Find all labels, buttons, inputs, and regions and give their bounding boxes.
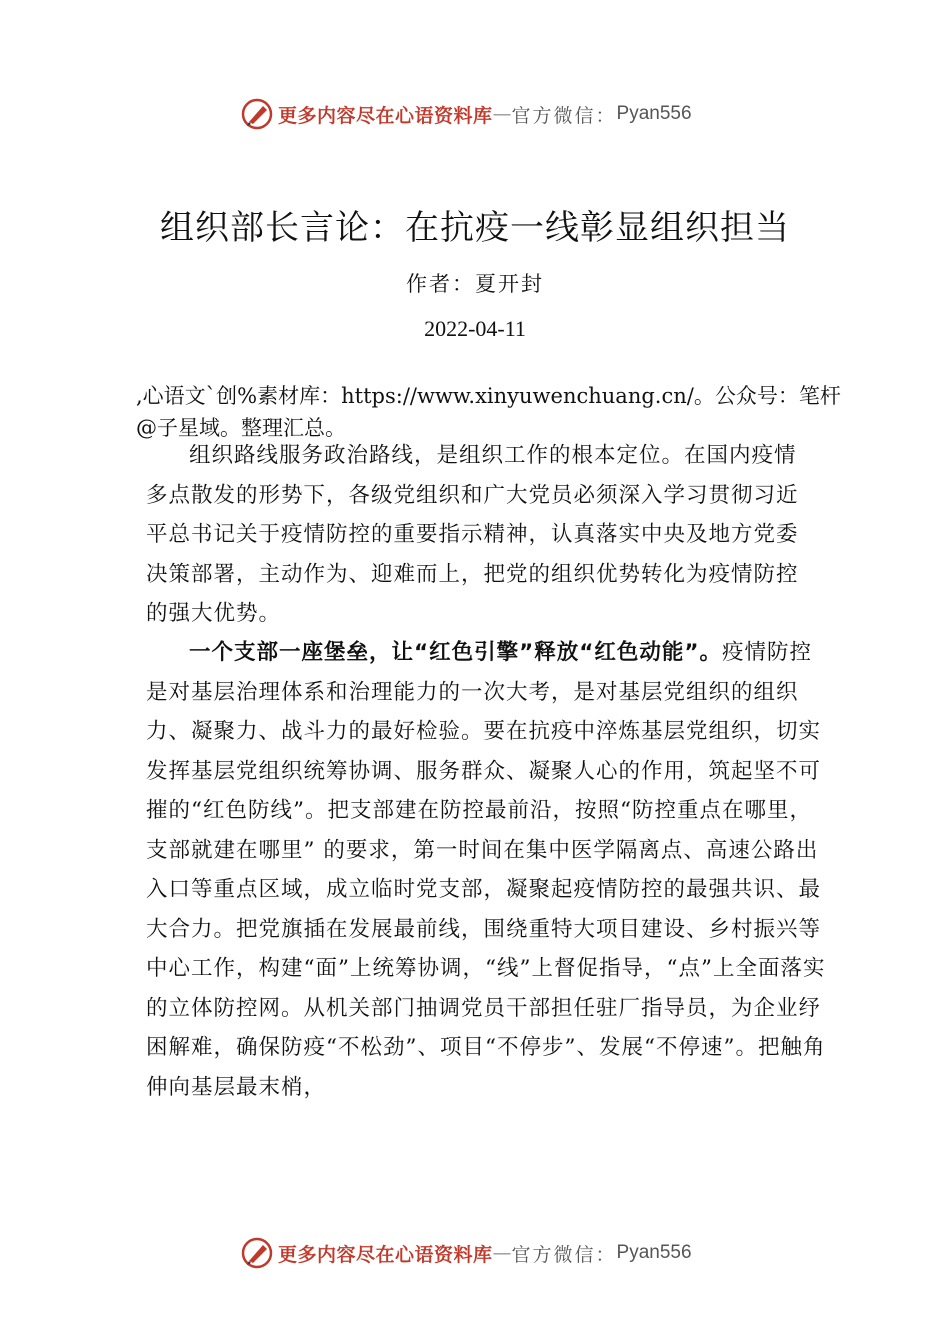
source-note: ,心语文`创%素材库：https://www.xinyuwenchuang.cn/。公众号：笔杆@子星域。整理汇总。 — [136, 384, 841, 440]
banner-wechat-label: 官方微信： — [511, 104, 617, 127]
bottom-banner — [0, 1231, 950, 1275]
pen-logo-icon — [240, 1236, 274, 1270]
document-author: 作者：夏开封 — [406, 272, 544, 296]
pen-logo-icon — [240, 97, 274, 131]
paragraph-1: 组织路线服务政治路线，是组织工作的根本定位。在国内疫情多点散发的形势下，各级党组织和广大党员必须深入学习贯彻习近平总书记关于疫情防控的重要指示精神，认真落实中央及地方党委决策部署，主动作为、迎难而上，把党的组织优势转化为疫情防控的强大优势。 — [146, 443, 799, 626]
banner-brand-text: 更多内容尽在心语资料库 — [278, 104, 493, 127]
paragraph-2 — [146, 633, 826, 1107]
banner-wechat-label: 官方微信： — [511, 1243, 617, 1266]
top-banner — [0, 92, 950, 136]
banner-separator: — — [492, 103, 512, 125]
banner-separator: — — [492, 1242, 512, 1264]
paragraph-2-lead: 一个支部一座堡垒，让“红色引擎”释放“红色动能”。 — [189, 640, 723, 665]
document-title: 组织部长言论：在抗疫一线彰显组织担当 — [160, 208, 790, 248]
banner-brand-text: 更多内容尽在心语资料库 — [278, 1243, 493, 1266]
banner-wechat-id: Pyan556 — [616, 103, 692, 124]
document-date: 2022-04-11 — [424, 316, 526, 341]
banner-wechat-id: Pyan556 — [616, 1242, 692, 1263]
paragraph-2-body: 疫情防控是对基层治理体系和治理能力的一次大考，是对基层党组织的组织力、凝聚力、战斗力的最好检验。要在抗疫中淬炼基层党组织，切实发挥基层党组织统筹协调、服务群众、凝聚人心的作用，筑起坚不可摧的“红色防线”。把支部建在防控最前沿，按照“防控重点在哪里，支部就建在哪里” 的要求，第一时间在集中医学隔离点、高速公路出入口等重点区域，成立临时党支部，凝聚起疫情防控的最强共识、最大合力。把党旗插在发展最前线，围绕重特大项目建设、乡村振兴等中心工作，构建“面”上统筹协调，“线”上督促指导，“点”上全面落实的立体防控网。从机关部门抽调党员干部担任驻厂指导员，为企业纾困解难，确保防疫“不松劲”、项目“不停步”、发展“不停速”。把触角伸向基层最末梢， — [146, 640, 826, 1100]
